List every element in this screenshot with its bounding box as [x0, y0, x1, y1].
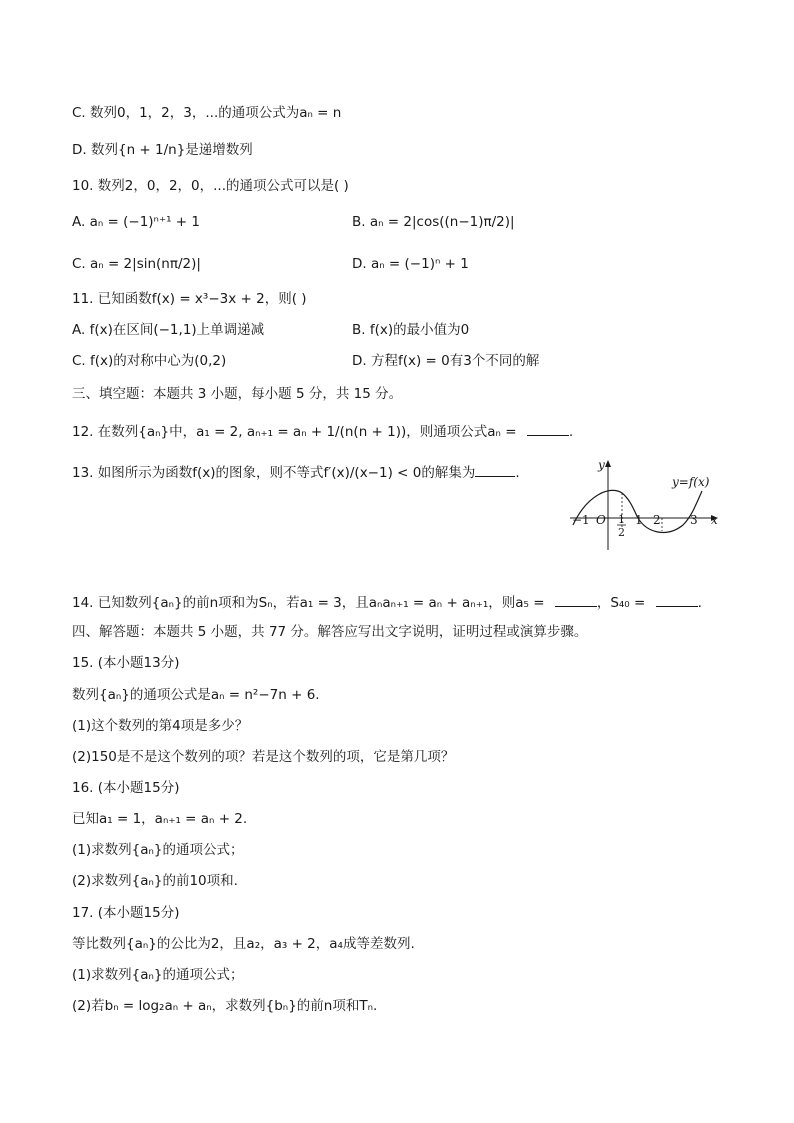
- question-12-end: .: [568, 424, 574, 440]
- option-10c: C. aₙ = 2|sin(nπ/2)|: [72, 256, 201, 272]
- option-11d: D. 方程f(x) = 0有3个不同的解: [352, 353, 540, 369]
- option-11b: B. f(x)的最小值为0: [352, 322, 470, 338]
- answer-blank-14a[interactable]: [555, 592, 597, 607]
- option-10a: A. aₙ = (−1)ⁿ⁺¹ + 1: [72, 214, 200, 230]
- x-axis-label: x: [711, 513, 718, 527]
- tick-label-minus-1: −1: [572, 513, 590, 527]
- question-14-text: 14. 已知数列{aₙ}的前n项和为Sₙ，若a₁ = 3，且aₙaₙ₊₁ = aₙ + aₙ₊₁，则a₅ =: [72, 595, 545, 611]
- option-11c: C. f(x)的对称中心为(0,2): [72, 353, 227, 369]
- question-12-text: 12. 在数列{aₙ}中，a₁ = 2, aₙ₊₁ = aₙ + 1/(n(n + 1))，则通项公式aₙ =: [72, 424, 517, 440]
- tick-label-3: 3: [690, 513, 698, 527]
- tick-label-2: 2: [653, 513, 661, 527]
- question-13-text: 13. 如图所示为函数f(x)的图象，则不等式f′(x)/(x−1) < 0的解集为: [72, 465, 476, 481]
- question-11-stem: 11. 已知函数f(x) = x³−3x + 2，则( ): [72, 291, 307, 307]
- option-10b: B. aₙ = 2|cos((n−1)π/2)|: [352, 214, 515, 230]
- origin-label: O: [596, 513, 606, 527]
- question-16-part-2: (2)求数列{aₙ}的前10项和.: [72, 873, 238, 889]
- question-16-stem: 已知a₁ = 1，aₙ₊₁ = aₙ + 2.: [72, 811, 248, 827]
- question-14-end: .: [697, 595, 702, 611]
- answer-blank-14b[interactable]: [656, 592, 698, 607]
- question-13: [72, 462, 520, 482]
- question-17-part-2: (2)若bₙ = log₂aₙ + aₙ，求数列{bₙ}的前n项和Tₙ.: [72, 998, 378, 1014]
- section-3-heading: 三、填空题：本题共 3 小题，每小题 5 分，共 15 分。: [72, 386, 403, 402]
- curve-label: y=f(x): [672, 475, 710, 489]
- answer-blank-12[interactable]: [527, 421, 569, 436]
- option-11a: A. f(x)在区间(−1,1)上单调递减: [72, 322, 265, 338]
- question-13-end: .: [515, 465, 520, 481]
- question-16-part-1: (1)求数列{aₙ}的通项公式；: [72, 842, 244, 858]
- question-15-part-1: (1)这个数列的第4项是多少？: [72, 718, 249, 734]
- question-17-part-1: (1)求数列{aₙ}的通项公式；: [72, 967, 244, 983]
- y-axis-label: y: [598, 458, 605, 472]
- question-10-stem: 10. 数列2，0，2，0，...的通项公式可以是( ): [72, 178, 349, 194]
- tick-label-half-denominator: 2: [618, 526, 625, 539]
- question-17-stem: 等比数列{aₙ}的公比为2，且a₂，a₃ + 2，a₄成等差数列.: [72, 936, 415, 952]
- function-graph: [565, 455, 725, 555]
- option-9d: D. 数列{n + 1/n}是递增数列: [72, 142, 253, 158]
- question-15-head: 15. (本小题13分): [72, 655, 180, 671]
- tick-label-half-numerator: 1: [618, 513, 625, 526]
- question-12: [72, 421, 573, 441]
- question-15-stem: 数列{aₙ}的通项公式是aₙ = n²−7n + 6.: [72, 687, 320, 703]
- tick-label-1: 1: [635, 513, 643, 527]
- question-15-part-2: (2)150是不是这个数列的项？若是这个数列的项，它是第几项？: [72, 749, 455, 765]
- question-14: [72, 592, 702, 612]
- section-4-heading: 四、解答题：本题共 5 小题，共 77 分。解答应写出文字说明，证明过程或演算步骤。: [72, 624, 588, 640]
- y-axis-arrow: [605, 460, 611, 467]
- answer-blank-13[interactable]: [475, 462, 515, 477]
- question-16-head: 16. (本小题15分): [72, 780, 180, 796]
- question-14-mid: ，S₄₀ =: [596, 595, 646, 611]
- question-17-head: 17. (本小题15分): [72, 905, 180, 921]
- option-10d: D. aₙ = (−1)ⁿ + 1: [352, 256, 469, 272]
- option-9c: C. 数列0，1，2，3，...的通项公式为aₙ = n: [72, 105, 342, 121]
